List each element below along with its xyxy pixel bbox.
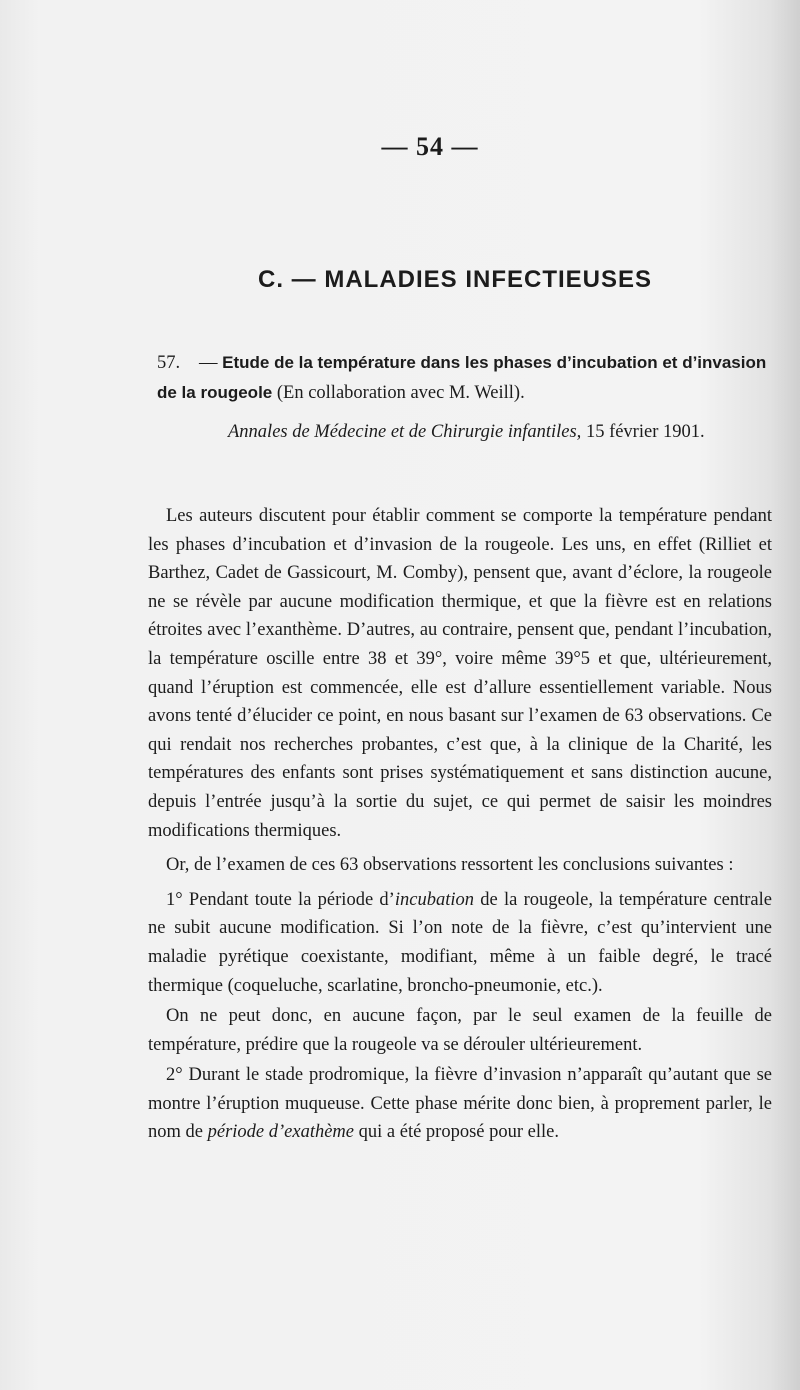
bibliography-entry: [157, 348, 769, 447]
entry-heading: [157, 348, 769, 408]
paragraph-3: [148, 886, 772, 1000]
paragraph-5-end: qui a été proposé pour elle.: [354, 1122, 559, 1143]
entry-collaboration: (En collaboration avec M. Weill).: [276, 383, 525, 403]
entry-journal: [157, 418, 769, 447]
section-title: C. — MALADIES INFECTIEUSES: [258, 266, 653, 293]
body-text: [148, 502, 772, 1153]
entry-dash: —: [199, 353, 218, 373]
paragraph-3-emphasis: incubation: [394, 889, 474, 910]
entry-title: Etude de la température dans les phases d’incubation et d’invasion de la rougeole: [157, 353, 767, 402]
paragraph-3-start: 1° Pendant toute la période d’: [166, 889, 395, 910]
journal-name: Annales de Médecine et de Chirurgie infantiles,: [228, 422, 582, 442]
paragraph-5-start: 2° Durant le stade prodromique, la fièvre d’invasion n’apparaît qu’autant que se montre l’éruption muqueuse. Cette phase mérite donc bien, à proprement parler, le nom de: [148, 1065, 772, 1143]
paragraph-5: [148, 1061, 772, 1147]
paragraph-4: On ne peut donc, en aucune façon, par le seul examen de la feuille de température, prédire que la rougeole va se dérouler ultérieurement.: [148, 1006, 772, 1055]
paragraph-3-end: de la rougeole, la température centrale ne subit aucune modification. Si l’on note de la fièvre, c’est qu’intervient une maladie pyrétique coexistante, modifiant, même à un faible degré, le tracé thermique (coqueluche, scarlatine, broncho-pneumonie, etc.).: [148, 889, 772, 996]
entry-number: 57.: [157, 353, 181, 373]
journal-date: 15 février 1901.: [585, 422, 705, 442]
page-number: — 54 —: [381, 132, 479, 161]
paragraph-1: Les auteurs discutent pour établir comment se comporte la température pendant les phases d’incubation et d’invasion de la rougeole. Les uns, en effet (Rilliet et Barthez, Cadet de Gassicourt, M. Comby), pensent que, avant d’éclore, la rougeole ne se révèle par aucune modification thermique, et que la fièvre est en relations étroites avec l’exanthème. D’autres, au contraire, pensent que, pendant l’incubation, la température oscille entre 38 et 39°, voire même 39°5 et que, ultérieurement, quand l’éruption est commencée, elle est d’allure essentiellement variable. Nous avons tenté d’élucider ce point, en nous basant sur l’examen de 63 observations. Ce qui rendait nos recherches probantes, c’est que, à la clinique de la Charité, les températures des enfants sont prises systématiquement et sans distinction aucune, depuis l’entrée jusqu’à la sortie du sujet, ce qui permet de saisir les moindres modifications thermiques.: [148, 506, 772, 841]
paragraph-5-emphasis: période d’exathème: [207, 1122, 355, 1143]
paragraph-2: Or, de l’examen de ces 63 observations ressortent les conclusions suivantes :: [166, 855, 734, 876]
